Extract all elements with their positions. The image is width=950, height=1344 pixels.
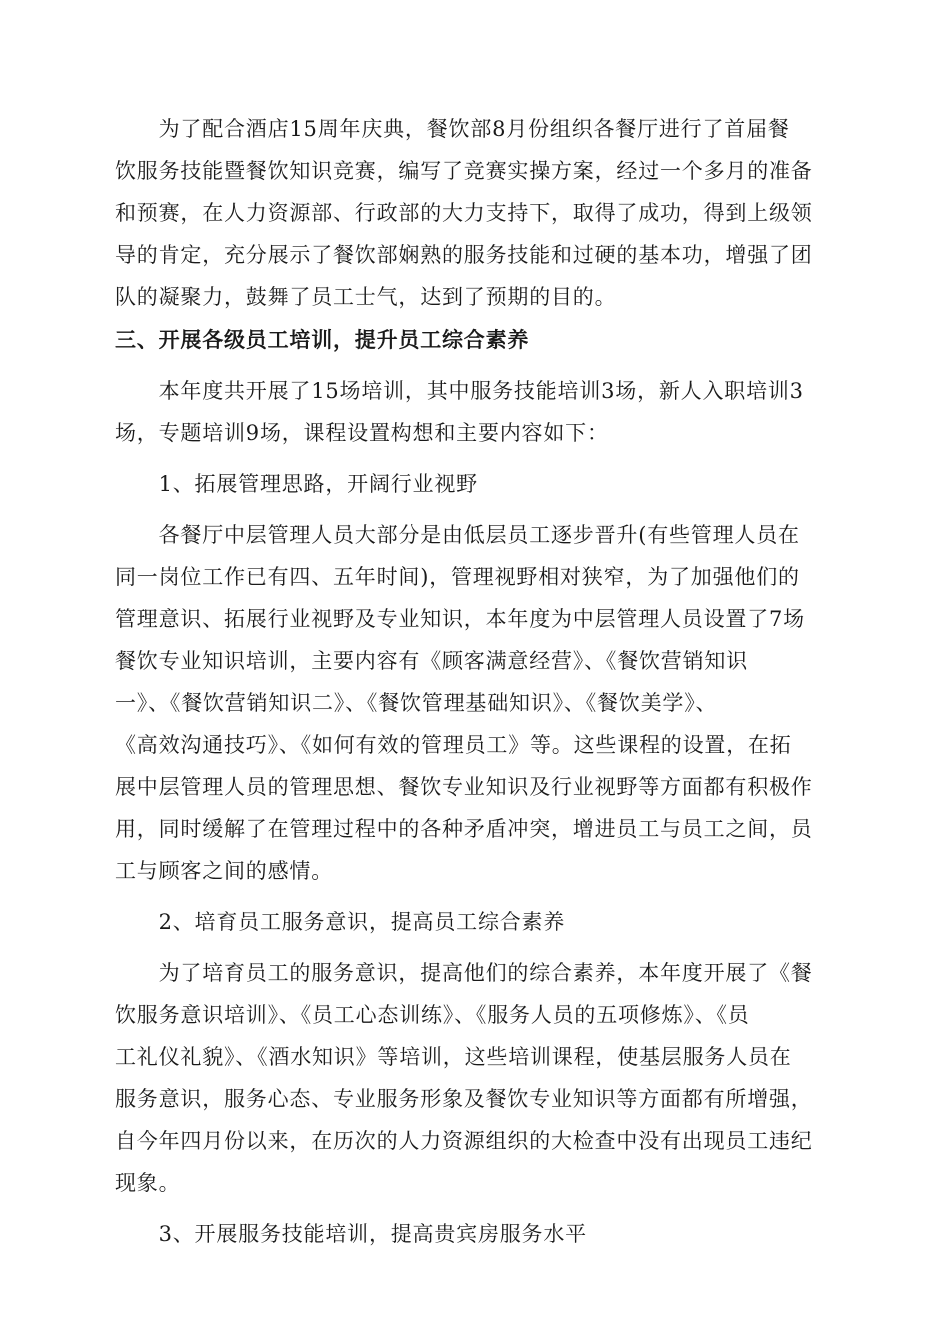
paragraph-line: 饮服务意识培训》、《员工心态训练》、《服务人员的五项修炼》、《员 [115,1003,750,1027]
paragraph-line: 为了培育员工的服务意识，提高他们的综合素养，本年度开展了《餐 [115,961,813,985]
section-heading: 三、开展各级员工培训，提升员工综合素养 [115,327,530,352]
paragraph-line: 工与顾客之间的感情。 [115,859,333,883]
paragraph-line: 一》、《餐饮营销知识二》、《餐饮管理基础知识》、《餐饮美学》、 [115,691,718,715]
paragraph-line: 工礼仪礼貌》、《酒水知识》等培训，这些培训课程，使基层服务人员在 [115,1045,792,1069]
paragraph-line: 同一岗位工作已有四、五年时间)，管理视野相对狭窄，为了加强他们的 [115,565,800,589]
paragraph-line: 本年度共开展了15场培训，其中服务技能培训3场，新人入职培训3 [115,379,804,403]
subsection-heading: 3、开展服务技能培训，提高贵宾房服务水平 [115,1222,587,1246]
paragraph-line: 现象。 [115,1171,181,1195]
paragraph-line: 和预赛，在人力资源部、行政部的大力支持下，取得了成功，得到上级领 [115,201,813,225]
paragraph-line: 《高效沟通技巧》、《如何有效的管理员工》等。这些课程的设置，在拓 [115,733,792,757]
paragraph-line: 餐饮专业知识培训，主要内容有《顾客满意经营》、《餐饮营销知识 [115,649,748,673]
paragraph-line: 用，同时缓解了在管理过程中的各种矛盾冲突，增进员工与员工之间，员 [115,817,813,841]
paragraph-line: 管理意识、拓展行业视野及专业知识，本年度为中层管理人员设置了7场 [115,607,805,631]
paragraph-line: 自今年四月份以来，在历次的人力资源组织的大检查中没有出现员工违纪 [115,1129,813,1153]
subsection-heading: 1、拓展管理思路，开阔行业视野 [115,472,478,496]
paragraph-line: 服务意识，服务心态、专业服务形象及餐饮专业知识等方面都有所增强， [115,1087,813,1111]
paragraph-line: 饮服务技能暨餐饮知识竞赛，编写了竞赛实操方案，经过一个多月的准备 [115,159,813,183]
paragraph-line: 各餐厅中层管理人员大部分是由低层员工逐步晋升(有些管理人员在 [115,523,800,547]
paragraph-line: 为了配合酒店15周年庆典，餐饮部8月份组织各餐厅进行了首届餐 [115,117,790,141]
paragraph-line: 场，专题培训9场，课程设置构想和主要内容如下： [115,421,609,445]
subsection-heading: 2、培育员工服务意识，提高员工综合素养 [115,910,566,934]
paragraph-line: 队的凝聚力，鼓舞了员工士气，达到了预期的目的。 [115,285,617,309]
paragraph-line: 导的肯定，充分展示了餐饮部娴熟的服务技能和过硬的基本功，增强了团 [115,243,813,267]
paragraph-line: 展中层管理人员的管理思想、餐饮专业知识及行业视野等方面都有积极作 [115,775,813,799]
